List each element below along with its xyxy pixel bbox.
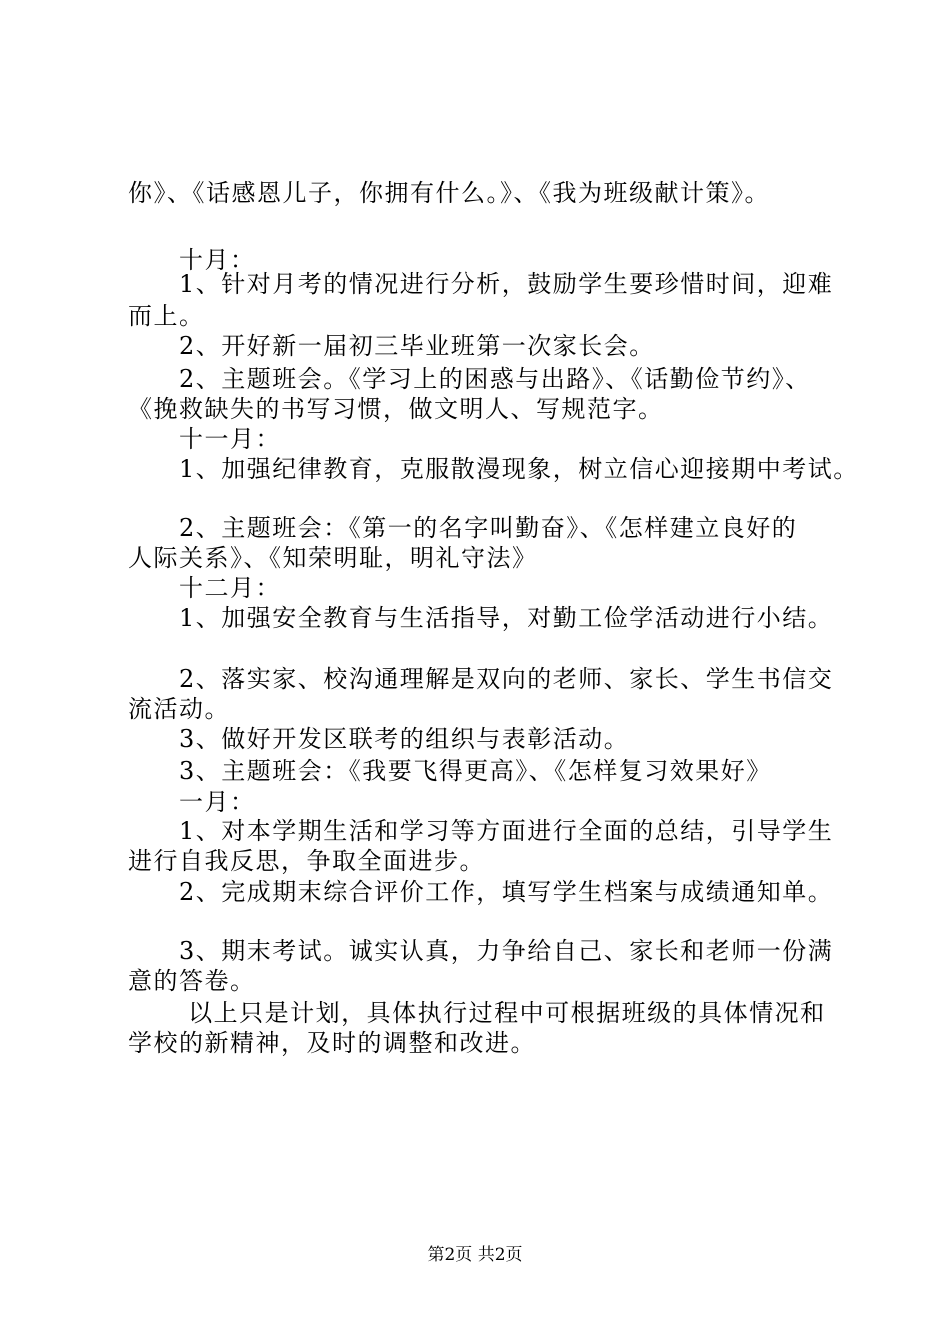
- section-heading-january: 一月：: [128, 788, 256, 816]
- text-line: 而上。: [128, 302, 205, 330]
- text-line: 1、对本学期生活和学习等方面进行全面的总结，引导学生: [128, 817, 834, 845]
- text-line: 2、开好新一届初三毕业班第一次家长会。: [128, 332, 655, 360]
- text-line: 3、主题班会：《我要飞得更高》、《怎样复习效果好》: [128, 757, 772, 785]
- text-line: 1、针对月考的情况进行分析，鼓励学生要珍惜时间，迎难: [128, 270, 834, 298]
- text-line: 1、加强纪律教育，克服散漫现象，树立信心迎接期中考试。: [128, 455, 859, 483]
- text-line: 3、做好开发区联考的组织与表彰活动。: [128, 725, 630, 753]
- text-line: 学校的新精神，及时的调整和改进。: [128, 1029, 536, 1057]
- text-line: 《挽救缺失的书写习惯，做文明人、写规范字。: [128, 395, 664, 423]
- section-heading-october: 十月：: [128, 246, 256, 274]
- text-line: 你》、《话感恩儿子，你拥有什么。》、《我为班级献计策》。: [128, 179, 770, 207]
- text-line: 3、期末考试。诚实认真，力争给自己、家长和老师一份满: [128, 937, 834, 965]
- text-line: 2、落实家、校沟通理解是双向的老师、家长、学生书信交: [128, 665, 834, 693]
- text-line: 流活动。: [128, 695, 230, 723]
- text-line: 人际关系》、《知荣明耻，明礼守法》: [128, 544, 538, 572]
- text-line: 意的答卷。: [128, 967, 256, 995]
- text-line: 进行自我反思，争取全面进步。: [128, 847, 485, 875]
- section-heading-december: 十二月：: [128, 574, 281, 602]
- text-line: 2、主题班会：《第一的名字叫勤奋》、《怎样建立良好的: [128, 514, 798, 542]
- section-heading-november: 十一月：: [128, 425, 281, 453]
- text-line: 2、主题班会。《学习上的困惑与出路》、《话勤俭节约》、: [128, 365, 811, 393]
- text-line: 2、完成期末综合评价工作，填写学生档案与成绩通知单。: [128, 878, 834, 906]
- page-number-footer: 第2页 共2页: [427, 1245, 523, 1265]
- text-line: 以上只是计划，具体执行过程中可根据班级的具体情况和: [128, 999, 826, 1027]
- text-line: 1、加强安全教育与生活指导，对勤工俭学活动进行小结。: [128, 604, 834, 632]
